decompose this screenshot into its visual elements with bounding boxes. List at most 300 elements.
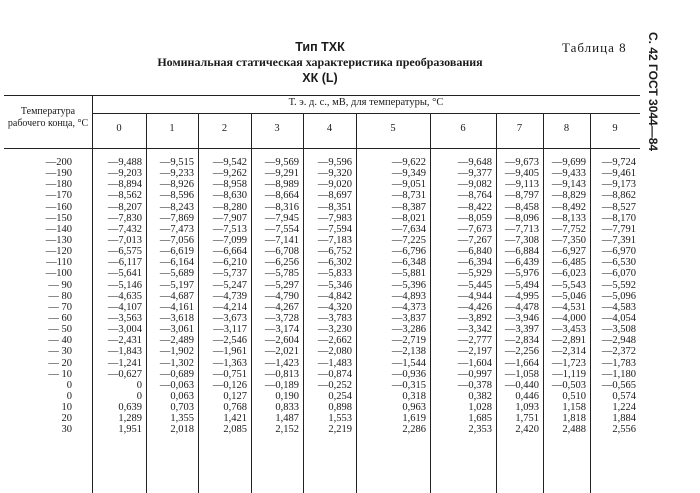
emf-cell: —6,575 — [107, 246, 142, 258]
temperature-cell: — 10 — [48, 368, 72, 380]
emf-cell: —7,473 — [159, 223, 194, 235]
emf-cell: —0,936 — [391, 368, 426, 380]
emf-cell: —7,225 — [391, 234, 426, 246]
emf-cell: —5,737 — [212, 268, 247, 280]
temperature-cell: — 40 — [48, 335, 72, 347]
emf-cell: —9,405 — [504, 168, 539, 180]
emf-cell: 0,574 — [612, 390, 636, 402]
emf-cell: —0,189 — [264, 379, 299, 391]
table-row — [4, 358, 640, 369]
table-row — [4, 268, 640, 279]
table-row — [4, 224, 640, 235]
emf-cell: —8,697 — [317, 190, 352, 202]
table-header-rule — [4, 148, 640, 149]
emf-cell: —9,596 — [317, 157, 352, 168]
emf-cell: 1,685 — [468, 413, 492, 425]
emf-cell: 0,703 — [170, 402, 194, 414]
emf-cell: —6,796 — [391, 246, 426, 258]
emf-cell: —3,453 — [551, 324, 586, 336]
emf-cell: 2,556 — [612, 424, 636, 436]
emf-cell: —5,445 — [457, 279, 492, 291]
column-header-5: 5 — [390, 123, 396, 134]
emf-cell: —3,946 — [504, 312, 539, 324]
emf-cell: —9,515 — [159, 157, 194, 168]
emf-cell: —6,394 — [457, 257, 492, 269]
emf-cell: —7,308 — [504, 234, 539, 246]
temperature-cell: —150 — [45, 212, 72, 224]
column-header-9: 9 — [612, 123, 618, 134]
table-top-rule — [4, 95, 640, 96]
emf-cell: —8,664 — [264, 190, 299, 202]
emf-cell: 1,951 — [118, 424, 142, 436]
emf-cell: 1,355 — [170, 413, 194, 425]
emf-cell: 0,127 — [223, 390, 247, 402]
emf-cell: —6,530 — [601, 257, 636, 269]
emf-cell: 2,286 — [402, 424, 426, 436]
emf-cell: —6,117 — [108, 257, 142, 269]
emf-cell: —9,143 — [551, 179, 586, 191]
emf-cell: —7,513 — [212, 223, 247, 235]
emf-cell: —3,174 — [264, 324, 299, 336]
temperature-column-header: Температура рабочего конца, °С — [7, 106, 89, 129]
emf-cell: 2,152 — [275, 424, 299, 436]
emf-cell: —4,790 — [264, 290, 299, 302]
emf-cell: —7,099 — [212, 234, 247, 246]
emf-cell: —7,713 — [504, 223, 539, 235]
emf-cell: 2,353 — [468, 424, 492, 436]
emf-cell: —3,783 — [317, 312, 352, 324]
emf-cell: —2,719 — [391, 335, 426, 347]
temperature-cell: —100 — [45, 268, 72, 280]
emf-cell: —8,829 — [551, 190, 586, 202]
emf-cell: —4,739 — [212, 290, 247, 302]
emf-cell: —4,214 — [212, 301, 247, 313]
emf-cell: —1,723 — [551, 357, 586, 369]
emf-cell: —4,842 — [317, 290, 352, 302]
emf-cell: —1,783 — [601, 357, 636, 369]
emf-cell: 2,085 — [223, 424, 247, 436]
emf-cell: —2,604 — [264, 335, 299, 347]
table-row — [4, 190, 640, 201]
emf-cell: —9,262 — [212, 168, 247, 180]
emf-cell: —9,673 — [504, 157, 539, 168]
emf-cell: —3,508 — [601, 324, 636, 336]
emf-cell: —4,426 — [457, 301, 492, 313]
emf-cell: —2,489 — [159, 335, 194, 347]
emf-cell: —1,363 — [212, 357, 247, 369]
emf-cell: —8,797 — [504, 190, 539, 202]
table-row — [4, 235, 640, 246]
emf-cell: —7,141 — [264, 234, 299, 246]
table-row — [4, 324, 640, 335]
emf-cell: —6,485 — [551, 257, 586, 269]
column-header-7: 7 — [516, 123, 523, 134]
emf-cell: —1,902 — [159, 346, 194, 358]
temperature-cell: —130 — [45, 234, 72, 246]
emf-cell: —9,569 — [264, 157, 299, 168]
temperature-cell: —200 — [45, 157, 72, 168]
emf-cell: —8,562 — [107, 190, 142, 202]
emf-cell: 0 — [136, 379, 142, 391]
emf-cell: —3,342 — [457, 324, 492, 336]
emf-cell: —3,397 — [504, 324, 539, 336]
temperature-cell: — 60 — [48, 312, 72, 324]
emf-cell: —6,840 — [457, 246, 492, 258]
emf-cell: —6,023 — [551, 268, 586, 280]
emf-cell: —5,592 — [601, 279, 636, 291]
emf-cell: —6,256 — [264, 257, 299, 269]
emf-cell: —4,531 — [551, 301, 586, 313]
emf-cell: —3,728 — [264, 312, 299, 324]
emf-cell: —9,724 — [601, 157, 636, 168]
temperature-cell: 20 — [61, 413, 72, 425]
emf-cell: —2,256 — [504, 346, 539, 358]
emf-cell: 0 — [136, 390, 142, 402]
emf-cell: —9,082 — [457, 179, 492, 191]
emf-cell: —9,433 — [551, 168, 586, 180]
emf-cell: —1,843 — [107, 346, 142, 358]
emf-cell: 1,553 — [328, 413, 352, 425]
emf-cell: —0,503 — [551, 379, 586, 391]
emf-cell: —9,377 — [457, 168, 492, 180]
emf-cell: —0,751 — [212, 368, 247, 380]
emf-cell: —5,247 — [212, 279, 247, 291]
emf-cell: —7,634 — [391, 223, 426, 235]
emf-cell: 2,018 — [170, 424, 194, 436]
table-row — [4, 291, 640, 302]
emf-cell: —0,874 — [317, 368, 352, 380]
emf-cell: —2,021 — [264, 346, 299, 358]
column-header-6: 6 — [460, 123, 466, 134]
temperature-cell: 0 — [66, 379, 72, 391]
emf-cell: —9,233 — [159, 168, 194, 180]
emf-cell: —1,119 — [552, 368, 586, 380]
emf-cell: —2,138 — [391, 346, 426, 358]
emf-cell: —5,976 — [504, 268, 539, 280]
emf-cell: —0,997 — [457, 368, 492, 380]
emf-cell: —6,708 — [264, 246, 299, 258]
emf-cell: —7,013 — [107, 234, 142, 246]
emf-cell: 1,093 — [515, 402, 539, 414]
temperature-cell: 30 — [61, 424, 72, 436]
column-header-3: 3 — [274, 123, 280, 134]
emf-cell: 2,420 — [515, 424, 539, 436]
table-row — [4, 369, 640, 380]
emf-cell: —2,891 — [551, 335, 586, 347]
emf-cell: 0,898 — [328, 402, 352, 414]
temperature-cell: —120 — [45, 246, 72, 258]
emf-cell: 1,751 — [515, 413, 539, 425]
emf-cell: 1,224 — [612, 402, 636, 414]
emf-cell: —6,164 — [159, 257, 194, 269]
emf-cell: 0,254 — [328, 390, 352, 402]
emf-cell: —2,777 — [457, 335, 492, 347]
emf-cell: —7,752 — [551, 223, 586, 235]
table-row — [4, 424, 640, 435]
emf-cell: —4,478 — [504, 301, 539, 313]
emf-cell: —8,989 — [264, 179, 299, 191]
emf-cell: 1,158 — [562, 402, 586, 414]
emf-cell: 1,818 — [562, 413, 586, 425]
emf-cell: —8,207 — [107, 201, 142, 213]
emf-cell: —5,396 — [391, 279, 426, 291]
emf-cell: —2,948 — [601, 335, 636, 347]
emf-cell: —8,243 — [159, 201, 194, 213]
emf-cell: —9,461 — [601, 168, 636, 180]
emf-cell: —7,830 — [107, 212, 142, 224]
emf-cell: —4,107 — [107, 301, 142, 313]
emf-cell: 0,963 — [402, 402, 426, 414]
emf-cell: —1,544 — [391, 357, 426, 369]
table-body — [4, 157, 640, 436]
table-row — [4, 302, 640, 313]
emf-cell: —6,752 — [317, 246, 352, 258]
emf-cell: —7,432 — [107, 223, 142, 235]
temperature-cell: 10 — [61, 402, 72, 414]
table-number-label: Таблица 8 — [562, 40, 627, 55]
emf-cell: —4,995 — [504, 290, 539, 302]
emf-cell: 1,028 — [468, 402, 492, 414]
emf-cell: —2,662 — [317, 335, 352, 347]
emf-cell: —8,280 — [212, 201, 247, 213]
emf-cell: —5,929 — [457, 268, 492, 280]
temperature-cell: —140 — [45, 223, 72, 235]
column-header-0: 0 — [116, 123, 122, 134]
emf-cell: —8,958 — [212, 179, 247, 191]
emf-cell: —5,689 — [159, 268, 194, 280]
emf-cell: —4,373 — [391, 301, 426, 313]
emf-cell: —7,791 — [601, 223, 636, 235]
temperature-cell: —180 — [45, 179, 72, 191]
emf-cell: —1,664 — [504, 357, 539, 369]
table-row — [4, 380, 640, 391]
emf-cell: —7,945 — [264, 212, 299, 224]
emf-cell: —2,197 — [457, 346, 492, 358]
table-subtitle-code: ХК (L) — [302, 71, 338, 85]
table-row — [4, 335, 640, 346]
emf-cell: —8,492 — [551, 201, 586, 213]
table-row — [4, 313, 640, 324]
emf-cell: —2,314 — [551, 346, 586, 358]
emf-cell: —4,000 — [551, 312, 586, 324]
emf-cell: —7,594 — [317, 223, 352, 235]
emf-cell: —9,488 — [107, 157, 142, 168]
emf-cell: —8,096 — [504, 212, 539, 224]
emf-cell: —4,161 — [159, 301, 194, 313]
emf-cell: 0,833 — [275, 402, 299, 414]
emf-cell: —6,070 — [601, 268, 636, 280]
table-row — [4, 391, 640, 402]
emf-cell: —9,622 — [391, 157, 426, 168]
emf-cell: —1,302 — [159, 357, 194, 369]
emf-cell: 0,318 — [402, 390, 426, 402]
emf-cell: —3,004 — [107, 324, 142, 336]
emf-cell: —6,302 — [317, 257, 352, 269]
emf-cell: 1,619 — [402, 413, 426, 425]
emf-cell: —8,422 — [457, 201, 492, 213]
emf-cell: —5,146 — [107, 279, 142, 291]
emf-cell: —9,349 — [391, 168, 426, 180]
emf-cell: —6,927 — [551, 246, 586, 258]
emf-cell: —7,554 — [264, 223, 299, 235]
emf-cell: —8,133 — [551, 212, 586, 224]
emf-cell: —0,565 — [601, 379, 636, 391]
column-header-8: 8 — [563, 123, 570, 134]
emf-cell: —8,170 — [601, 212, 636, 224]
emf-cell: —6,348 — [391, 257, 426, 269]
emf-cell: —4,687 — [159, 290, 194, 302]
emf-cell: —1,058 — [504, 368, 539, 380]
temperature-cell: — 70 — [48, 301, 72, 313]
table-row — [4, 413, 640, 424]
emf-cell: —6,970 — [601, 246, 636, 258]
table-subtitle: Номинальная статическая характеристика преобразования — [157, 55, 483, 69]
emf-cell: —5,785 — [264, 268, 299, 280]
table-row — [4, 402, 640, 413]
table-row — [4, 202, 640, 213]
table-row — [4, 168, 640, 179]
emf-cell: —9,320 — [317, 168, 352, 180]
emf-cell: —7,183 — [317, 234, 352, 246]
emf-cell: 0,768 — [223, 402, 247, 414]
emf-cell: —5,046 — [551, 290, 586, 302]
emf-cell: —8,596 — [159, 190, 194, 202]
table-type-title: Тип ТХК — [295, 40, 345, 54]
temperature-cell: — 80 — [48, 290, 72, 302]
emf-cell: —9,542 — [212, 157, 247, 168]
emf-cell: —4,893 — [391, 290, 426, 302]
emf-cell: 0,382 — [468, 390, 492, 402]
emf-cell: —7,350 — [551, 234, 586, 246]
emf-cell: 1,487 — [275, 413, 299, 425]
emf-cell: —7,056 — [159, 234, 194, 246]
emf-cell: —7,907 — [212, 212, 247, 224]
emf-cell: —9,291 — [264, 168, 299, 180]
emf-cell: —4,054 — [601, 312, 636, 324]
emf-cell: —0,126 — [212, 379, 247, 391]
emf-cell: 1,289 — [118, 413, 142, 425]
emf-cell: —3,837 — [391, 312, 426, 324]
emf-cell: —8,926 — [159, 179, 194, 191]
table-row — [4, 157, 640, 168]
table-row — [4, 179, 640, 190]
emf-cell: 0,510 — [562, 390, 586, 402]
emf-cell: —4,583 — [601, 301, 636, 313]
emf-cell: —8,527 — [601, 201, 636, 213]
temperature-cell: —190 — [45, 168, 72, 180]
table-row — [4, 346, 640, 357]
emf-cell: —1,604 — [457, 357, 492, 369]
emf-cell: —8,351 — [317, 201, 352, 213]
emf-cell: —5,881 — [391, 268, 426, 280]
emf-cell: —8,021 — [391, 212, 426, 224]
emf-cell: —4,320 — [317, 301, 352, 313]
emf-cell: 0,190 — [275, 390, 299, 402]
emf-cell: —5,494 — [504, 279, 539, 291]
emf-cell: —9,051 — [391, 179, 426, 191]
emf-cell: —5,641 — [107, 268, 142, 280]
emf-cell: —8,731 — [391, 190, 426, 202]
emf-cell: —5,297 — [264, 279, 299, 291]
emf-cell: 2,488 — [562, 424, 586, 436]
temperature-cell: — 90 — [48, 279, 72, 291]
emf-cell: —2,080 — [317, 346, 352, 358]
emf-cell: —4,635 — [107, 290, 142, 302]
emf-cell: —6,664 — [212, 246, 247, 258]
emf-cell: —6,619 — [159, 246, 194, 258]
emf-cell: —1,423 — [264, 357, 299, 369]
column-header-2: 2 — [221, 123, 228, 134]
emf-cell: —6,884 — [504, 246, 539, 258]
temperature-cell: 0 — [66, 390, 72, 402]
temperature-cell: — 30 — [48, 346, 72, 358]
emf-cell: —1,241 — [107, 357, 142, 369]
table-span-rule — [92, 113, 640, 114]
emf-cell: 0,063 — [170, 390, 194, 402]
table-row — [4, 246, 640, 257]
emf-span-header: Т. э. д. с., мВ, для температуры, °С — [288, 97, 444, 108]
emf-cell: —9,648 — [457, 157, 492, 168]
emf-cell: —9,203 — [107, 168, 142, 180]
emf-cell: —3,230 — [317, 324, 352, 336]
emf-cell: —8,387 — [391, 201, 426, 213]
temperature-cell: — 50 — [48, 324, 72, 336]
emf-cell: —9,173 — [601, 179, 636, 191]
emf-cell: —1,961 — [212, 346, 247, 358]
emf-cell: 1,884 — [612, 413, 636, 425]
temperature-cell: —160 — [45, 201, 72, 213]
emf-cell: —8,458 — [504, 201, 539, 213]
emf-cell: —2,372 — [601, 346, 636, 358]
emf-cell: —0,063 — [159, 379, 194, 391]
emf-cell: —3,563 — [107, 312, 142, 324]
table-row — [4, 280, 640, 291]
emf-cell: —7,869 — [159, 212, 194, 224]
temperature-cell: —110 — [46, 257, 72, 269]
emf-cell: —3,061 — [159, 324, 194, 336]
emf-cell: —7,267 — [457, 234, 492, 246]
emf-cell: —0,689 — [159, 368, 194, 380]
emf-cell: —0,315 — [391, 379, 426, 391]
emf-cell: —0,378 — [457, 379, 492, 391]
emf-cell: —5,197 — [159, 279, 194, 291]
emf-cell: —9,699 — [551, 157, 586, 168]
emf-cell: —5,833 — [317, 268, 352, 280]
emf-cell: —0,813 — [264, 368, 299, 380]
emf-cell: —6,210 — [212, 257, 247, 269]
emf-cell: —3,673 — [212, 312, 247, 324]
emf-cell: —7,673 — [457, 223, 492, 235]
temperature-cell: — 20 — [48, 357, 72, 369]
emf-cell: —8,862 — [601, 190, 636, 202]
emf-cell: —8,316 — [264, 201, 299, 213]
emf-cell: —5,096 — [601, 290, 636, 302]
emf-cell: —1,180 — [601, 368, 636, 380]
emf-cell: —7,391 — [601, 234, 636, 246]
emf-cell: —0,440 — [504, 379, 539, 391]
emf-cell: —8,630 — [212, 190, 247, 202]
emf-cell: —0,252 — [317, 379, 352, 391]
emf-cell: —3,892 — [457, 312, 492, 324]
side-page-ref: С. 42 ГОСТ 3044—84 — [646, 32, 660, 152]
emf-cell: —2,546 — [212, 335, 247, 347]
table-row — [4, 257, 640, 268]
table-row — [4, 213, 640, 224]
emf-cell: —8,894 — [107, 179, 142, 191]
emf-cell: 2,219 — [328, 424, 352, 436]
column-header-4: 4 — [326, 123, 333, 134]
emf-cell: —3,117 — [213, 324, 247, 336]
